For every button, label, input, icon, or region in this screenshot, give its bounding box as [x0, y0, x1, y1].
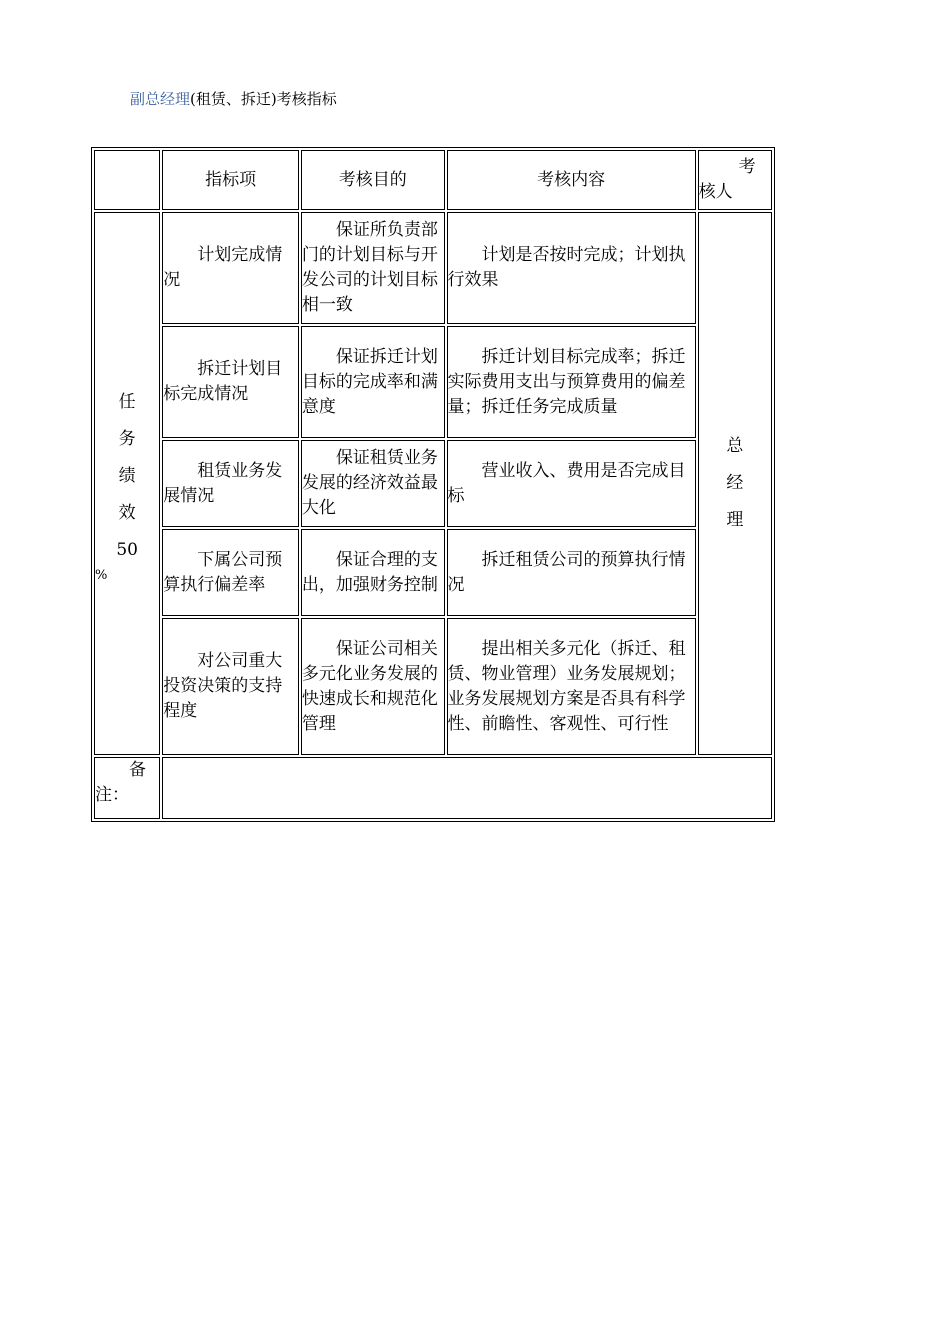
reviewer-char: 总 — [726, 436, 744, 456]
purpose-cell: 保证合理的支出，加强财务控制 — [301, 529, 445, 616]
category-cell — [94, 212, 160, 755]
category-char: 务 — [118, 429, 136, 449]
category-char: 绩 — [118, 466, 136, 486]
content-cell: 拆迁租赁公司的预算执行情况 — [447, 529, 696, 616]
table-header-row — [94, 150, 772, 210]
table-row — [94, 440, 772, 527]
header-reviewer — [698, 150, 772, 210]
title-link[interactable]: 副总经理 — [130, 90, 191, 108]
indicator-cell: 拆迁计划目标完成情况 — [162, 326, 299, 438]
purpose-cell: 保证所负责部门的计划目标与开发公司的计划目标相一致 — [301, 212, 445, 324]
content-cell: 营业收入、费用是否完成目标 — [447, 440, 696, 527]
purpose-cell: 保证公司相关多元化业务发展的快速成长和规范化管理 — [301, 618, 445, 755]
reviewer-char: 经 — [726, 473, 744, 493]
category-percent: % — [95, 568, 108, 583]
reviewer-char: 理 — [726, 510, 744, 530]
indicator-cell: 对公司重大投资决策的支持程度 — [162, 618, 299, 755]
content-cell: 提出相关多元化（拆迁、租赁、物业管理）业务发展规划；业务发展规划方案是否具有科学性、前瞻性、客观性、可行性 — [447, 618, 696, 755]
document-title — [130, 88, 337, 110]
header-indicator: 指标项 — [162, 150, 299, 210]
header-blank — [94, 150, 160, 210]
table-row — [94, 326, 772, 438]
table-row — [94, 618, 772, 755]
indicator-cell: 计划完成情况 — [162, 212, 299, 324]
header-purpose: 考核目的 — [301, 150, 445, 210]
title-text: (租赁、拆迁)考核指标 — [190, 90, 337, 108]
indicator-cell: 租赁业务发展情况 — [162, 440, 299, 527]
table-row — [94, 529, 772, 616]
note-value — [162, 757, 772, 819]
note-label: 备注： — [94, 757, 160, 819]
purpose-cell: 保证租赁业务发展的经济效益最大化 — [301, 440, 445, 527]
indicator-cell: 下属公司预算执行偏差率 — [162, 529, 299, 616]
category-char: 任 — [118, 392, 136, 412]
category-char: 效 — [118, 503, 136, 523]
header-reviewer-line2: 核人 — [698, 182, 733, 202]
content-cell: 计划是否按时完成；计划执行效果 — [447, 212, 696, 324]
note-row — [94, 757, 772, 819]
purpose-cell: 保证拆迁计划目标的完成率和满意度 — [301, 326, 445, 438]
kpi-table — [91, 147, 775, 822]
category-weight: 50 — [116, 540, 138, 560]
header-reviewer-line1: 考 — [738, 157, 756, 177]
header-content: 考核内容 — [447, 150, 696, 210]
table-row — [94, 212, 772, 324]
content-cell: 拆迁计划目标完成率；拆迁实际费用支出与预算费用的偏差量；拆迁任务完成质量 — [447, 326, 696, 438]
reviewer-cell — [698, 212, 772, 755]
